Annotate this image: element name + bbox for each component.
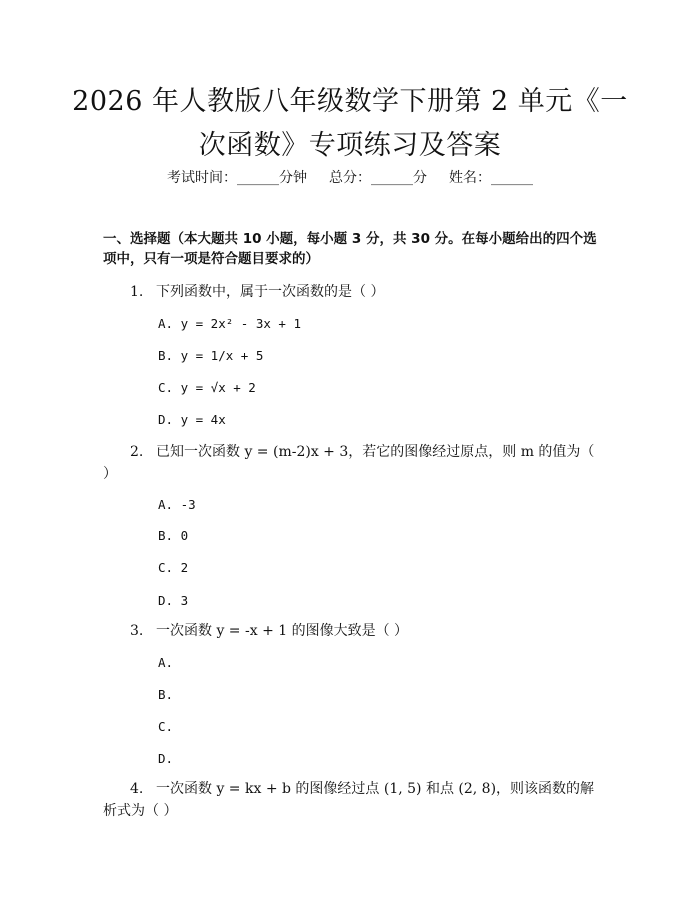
question-2 bbox=[103, 441, 603, 485]
question-2-option-d: D. 3 bbox=[158, 593, 189, 608]
question-2-option-b: B. 0 bbox=[158, 528, 189, 543]
question-1-option-c: C. y = √x + 2 bbox=[158, 380, 256, 395]
question-1-option-d: D. y = 4x bbox=[158, 412, 226, 427]
question-4 bbox=[103, 778, 603, 822]
question-3-option-d: D. bbox=[158, 751, 174, 766]
question-2-option-a: A. -3 bbox=[158, 497, 196, 512]
question-3-option-c: C. bbox=[158, 719, 174, 734]
exam-time-label: 考试时间：______分钟 bbox=[167, 170, 307, 186]
document-title bbox=[60, 80, 640, 168]
title-line-1: 2026 年人教版八年级数学下册第 2 单元《一 bbox=[72, 86, 628, 117]
question-number: 3. bbox=[130, 623, 144, 639]
title-line-2: 次函数》专项练习及答案 bbox=[198, 130, 502, 161]
total-score-label: 总分：______分 bbox=[329, 170, 427, 186]
question-number: 4. bbox=[130, 781, 144, 797]
name-label: 姓名：______ bbox=[449, 170, 533, 186]
question-1-option-b: B. y = 1/x + 5 bbox=[158, 348, 264, 363]
question-text: 一次函数 y = kx + b 的图像经过点 (1, 5) 和点 (2, 8)，则该函数的解析式为（ ） bbox=[103, 781, 595, 819]
question-3-option-b: B. bbox=[158, 687, 174, 702]
question-3 bbox=[103, 620, 603, 642]
exam-info-line bbox=[0, 169, 700, 187]
question-number: 1. bbox=[130, 284, 144, 300]
section-heading: 一、选择题（本大题共 10 小题，每小题 3 分，共 30 分。在每小题给出的四个选项中，只有一项是符合题目要求的） bbox=[103, 231, 597, 267]
question-2-option-c: C. 2 bbox=[158, 560, 189, 575]
question-3-option-a: A. bbox=[158, 655, 174, 670]
question-text: 已知一次函数 y = (m-2)x + 3，若它的图像经过原点，则 m 的值为（ ） bbox=[103, 444, 595, 482]
question-text: 下列函数中，属于一次函数的是（ ） bbox=[156, 284, 385, 300]
question-1-option-a: A. y = 2x² - 3x + 1 bbox=[158, 316, 301, 331]
question-number: 2. bbox=[130, 444, 144, 460]
question-text: 一次函数 y = -x + 1 的图像大致是（ ） bbox=[156, 623, 409, 639]
question-1 bbox=[103, 281, 603, 303]
